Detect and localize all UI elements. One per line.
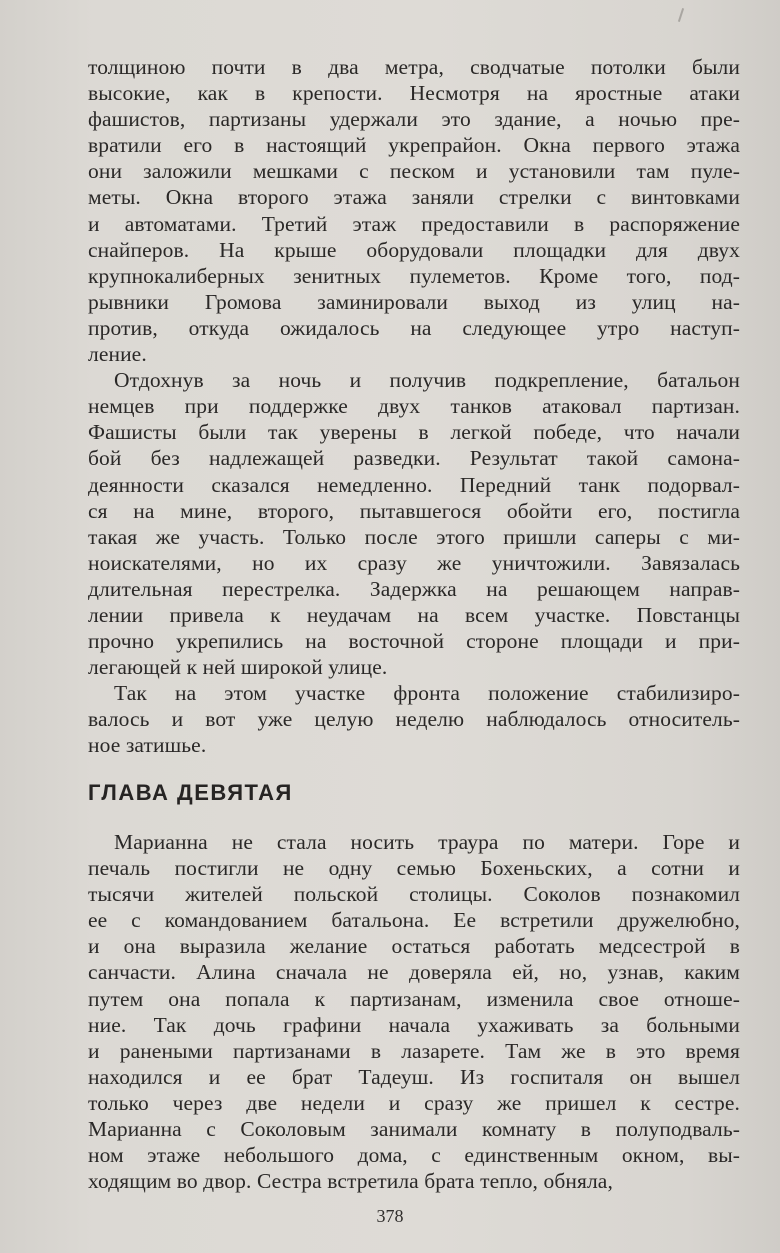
text-line: лении привела к неудачам на всем участке. Повстанцы <box>88 602 740 627</box>
text-line: такая же участь. Только после этого пришли саперы с ми- <box>88 524 740 549</box>
text-line: валось и вот уже целую неделю наблюдалось относитель- <box>88 707 740 732</box>
text-line: толщиною почти в два метра, сводчатые потолки были <box>88 55 740 79</box>
text-line: Марианна с Соколовым занимали комнату в полуподваль- <box>88 1117 740 1142</box>
text-line: и она выразила желание остаться работать медсестрой в <box>88 934 740 959</box>
text-line: находился и ее брат Тадеуш. Из госпиталя он вышел <box>88 1064 740 1089</box>
text-line: деянности сказался немедленно. Передний танк подорвал- <box>88 472 740 497</box>
paragraph <box>88 367 740 680</box>
text-line: они заложили мешками с песком и установили там пуле- <box>88 159 740 184</box>
text-line: ное затишье. <box>88 733 207 758</box>
text-line: снайперов. На крыше оборудовали площадки для двух <box>88 237 740 262</box>
text-line: немцев при поддержке двух танков атаковал партизан. <box>88 394 740 419</box>
paragraph <box>88 54 740 367</box>
text-line: ном этаже небольшого дома, с единственным окном, вы- <box>88 1143 740 1168</box>
text-line: ее с командованием батальона. Ее встретили дружелюбно, <box>88 908 740 933</box>
page-number: 378 <box>376 1206 404 1226</box>
text-line: длительная перестрелка. Задержка на решающем направ- <box>88 576 740 601</box>
text-line: меты. Окна второго этажа заняли стрелки с винтовками <box>88 185 740 210</box>
text-line: Так на этом участке фронта положение стабилизиро- <box>114 681 740 706</box>
text-line: ление. <box>88 342 147 367</box>
text-line: фашистов, партизаны удержали это здание, а ночью пре- <box>88 107 740 132</box>
text-line: легающей к ней широкой улице. <box>88 655 388 680</box>
text-line: вратили его в настоящий укрепрайон. Окна первого этажа <box>88 133 740 158</box>
text-line: путем она попала к партизанам, изменила свое отноше- <box>88 986 740 1011</box>
paragraph <box>88 680 740 758</box>
text-line: только через две недели и сразу же пришел к сестре. <box>88 1090 740 1115</box>
text-line: ние. Так дочь графини начала ухаживать за больными <box>88 1012 740 1037</box>
text-line: против, откуда ожидалось на следующее утро наступ- <box>88 315 740 340</box>
chapter-title: ГЛАВА ДЕВЯТАЯ <box>88 780 293 805</box>
text-line: Отдохнув за ночь и получив подкрепление, батальон <box>114 368 740 393</box>
text-line: ноискателями, но их сразу же уничтожили. Завязалась <box>88 550 740 575</box>
paper-mark <box>678 8 684 22</box>
text-line: печаль постигли не одну семью Бохеньских, а сотни и <box>88 856 740 881</box>
text-line: и ранеными партизанами в лазарете. Там же в это время <box>88 1038 740 1063</box>
body-text-bottom <box>88 829 740 1194</box>
text-line: ходящим во двор. Сестра встретила брата тепло, обняла, <box>88 1169 613 1194</box>
text-line: и автоматами. Третий этаж предоставили в распоряжение <box>88 211 740 236</box>
text-line: высокие, как в крепости. Несмотря на яростные атаки <box>88 81 740 106</box>
text-line: рывники Громова заминировали выход из улиц на- <box>88 289 740 314</box>
text-line: прочно укрепились на восточной стороне площади и при- <box>88 629 740 654</box>
body-text-top <box>88 54 740 759</box>
paragraph <box>88 829 740 1194</box>
text-line: Фашисты были так уверены в легкой победе, что начали <box>88 420 740 445</box>
text-line: бой без надлежащей разведки. Результат такой самона- <box>88 446 740 471</box>
text-line: Марианна не стала носить траура по матери. Горе и <box>114 830 740 854</box>
text-line: тысячи жителей польской столицы. Соколов познакомил <box>88 882 740 907</box>
text-line: ся на мине, второго, пытавшегося обойти его, постигла <box>88 498 740 523</box>
text-line: санчасти. Алина сначала не доверяла ей, но, узнав, каким <box>88 960 740 985</box>
text-line: крупнокалиберных зенитных пулеметов. Кроме того, под- <box>88 263 740 288</box>
